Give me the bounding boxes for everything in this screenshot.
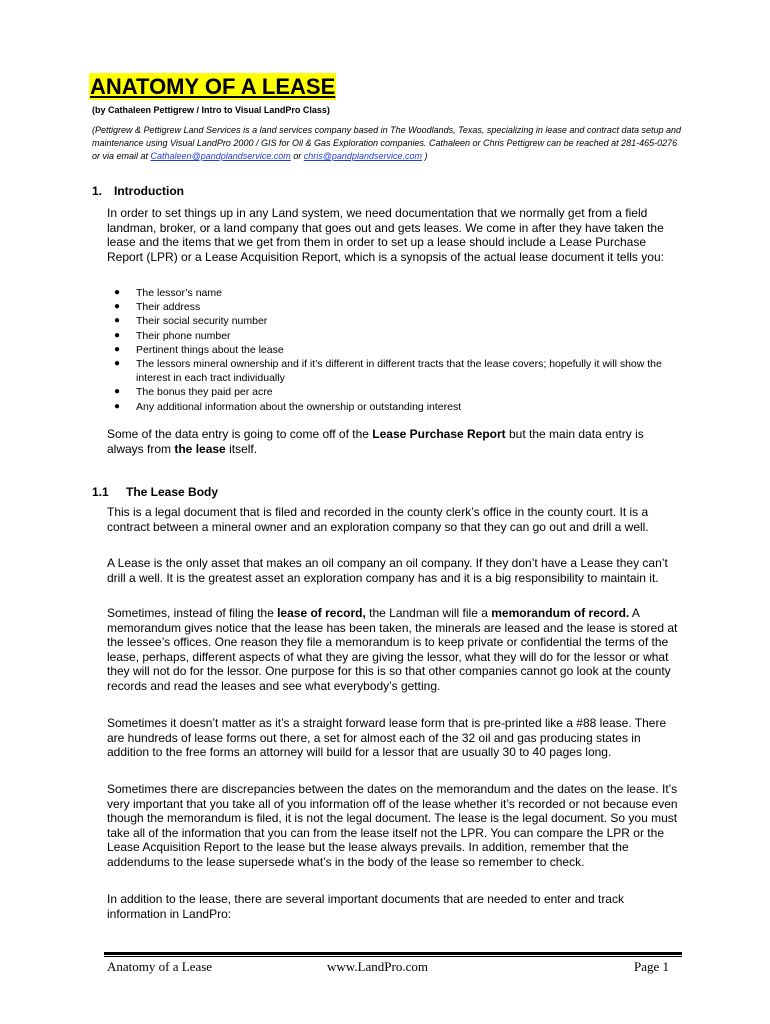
section-1-heading (92, 184, 184, 198)
bullet-icon: ● (114, 329, 121, 341)
list-item (107, 314, 682, 328)
bold-text-lease-purchase-report: Lease Purchase Report (372, 427, 506, 441)
text-run: Sometimes, instead of filing the (107, 606, 278, 620)
lease-body-paragraph-6: In addition to the lease, there are several important documents that are needed to enter and track information in LandPro: (107, 892, 624, 921)
list-item-text: Their phone number (136, 329, 231, 342)
list-item-text: The lessor’s name (136, 287, 222, 299)
text-run: Some of the data entry is going to come off of the (107, 427, 373, 441)
list-item-text: Pertinent things about the lease (136, 343, 284, 356)
list-item (107, 286, 682, 300)
list-item (107, 400, 682, 414)
list-item-text: Any additional information about the ownership or outstanding interest (136, 400, 462, 413)
list-item (107, 385, 682, 399)
list-item (107, 329, 682, 343)
lpr-bullet-list (107, 286, 682, 414)
text-run: the Landman will file a (365, 606, 492, 620)
section-1-1-title: The Lease Body (126, 485, 219, 499)
text-run: but the main data entry is always from (107, 427, 644, 456)
footer-page-number: Page 1 (634, 959, 670, 974)
list-item-text: The bonus they paid per acre (136, 386, 273, 399)
bold-text-lease-of-record: lease of record, (277, 606, 366, 620)
section-1-1-heading (92, 485, 218, 499)
lease-body-paragraph-5: Sometimes there are discrepancies between the dates on the memorandum and the dates on the lease. It’s very important that you take all of you information off of the lease whether it’s recorded or not because even though the memorandum is filed, it is not the legal document. The lease is the legal document. So you must take all of the information that you can from the lease itself not the LPR. You can compare the LPR or the Lease Acquisition Report to the lease but the lease always prevails. In addition, remember that the addendums to the lease supersede what’s in the body of the lease so remember to check. (107, 782, 678, 869)
or-text: or (290, 151, 304, 161)
section-1-title: Introduction (114, 184, 184, 198)
bullet-icon: ● (114, 343, 121, 355)
lease-body-paragraph-4: Sometimes it doesn’t matter as it’s a straight forward lease form that is pre-printed like a #88 lease. There are hundreds of lease forms out there, a set for almost each of the 32 oil and gas producing states in addition to the free forms an attorney will build for a lessor that are usually 30 to 40 pages long. (107, 716, 667, 760)
bullet-icon: ● (114, 301, 121, 313)
document-title: ANATOMY OF A LEASE (90, 74, 336, 99)
list-item (107, 343, 682, 357)
bold-text-the-lease: the lease (174, 441, 226, 456)
company-note-text: (Pettigrew & Pettigrew Land Services is a land services company based in The Woodlands, Texas, specializing in lease and contract data setup and maintenance using Visual LandPro 2000 / GIS for Oil & Gas Exploration companies. Cathaleen or Chris Pettigrew can be reached at 281-465-0276 or via email at (92, 125, 681, 161)
list-item-text: Their address (136, 301, 201, 314)
bullet-icon: ● (114, 400, 121, 412)
list-item-text: Their social security number (136, 315, 268, 328)
bullet-icon: ● (114, 287, 121, 298)
data-entry-paragraph (107, 427, 682, 456)
footer-website: www.LandPro.com (327, 959, 428, 974)
list-item (107, 300, 682, 314)
bullet-icon: ● (114, 386, 121, 398)
intro-paragraph: In order to set things up in any Land system, we need documentation that we normally get from a field landman, broker, or a land company that goes out and gets leases. We come in after they have taken the lease and the items that we get from them in order to set up a lease should include a Lease Purchase Report (LPR) or a Lease Acquisition Report, which is a synopsis of the actual lease document it tells you: (107, 206, 664, 264)
footer-divider (104, 952, 682, 955)
lease-body-paragraph-1: This is a legal document that is filed and recorded in the county clerk’s office in the county court. It is a contract between a mineral owner and an exploration company so that they can go out and drill a well. (107, 505, 649, 534)
list-item (107, 357, 682, 385)
list-item-text: The lessors mineral ownership and if it’s different in different tracts that the lease covers; hopefully it will show the interest in each tract individually (136, 358, 662, 385)
text-run: A memorandum gives notice that the lease has been taken, the minerals are leased and the lease is stored at the lessee’s offices. One reason they file a memorandum is to keep private or confidential the terms of the lease, perhaps, different aspects of what they are giving the lessor, what they will do for the lessor or what they will not do for the lessor. One purpose for this is so that other companies cannot go look at the county records and read the leases and see what everybody’s getting. (107, 606, 678, 693)
lease-body-paragraph-3 (107, 606, 682, 694)
byline: (by Cathaleen Pettigrew / Intro to Visual LandPro Class) (92, 105, 330, 115)
lease-body-paragraph-2: A Lease is the only asset that makes an oil company an oil company. If they don’t have a Lease they can’t drill a well. It is the greatest asset an exploration company has and it is a big responsibility to maintain it. (107, 556, 668, 585)
bold-text-memorandum-of-record: memorandum of record. (491, 606, 630, 620)
bullet-icon: ● (114, 315, 121, 327)
section-1-1-number: 1.1 (92, 485, 109, 499)
email-link-cathaleen[interactable]: Cathaleen@pandplandservice.com (150, 151, 291, 161)
company-note (92, 124, 682, 163)
email-link-chris[interactable]: chris@pandplandservice.com (303, 151, 422, 161)
bullet-icon: ● (114, 358, 121, 370)
footer-divider-thin (104, 956, 682, 957)
text-run: itself. (225, 441, 258, 456)
footer-document-title: Anatomy of a Lease (107, 959, 213, 974)
close-paren: ) (421, 151, 428, 161)
section-1-number: 1. (92, 184, 103, 198)
